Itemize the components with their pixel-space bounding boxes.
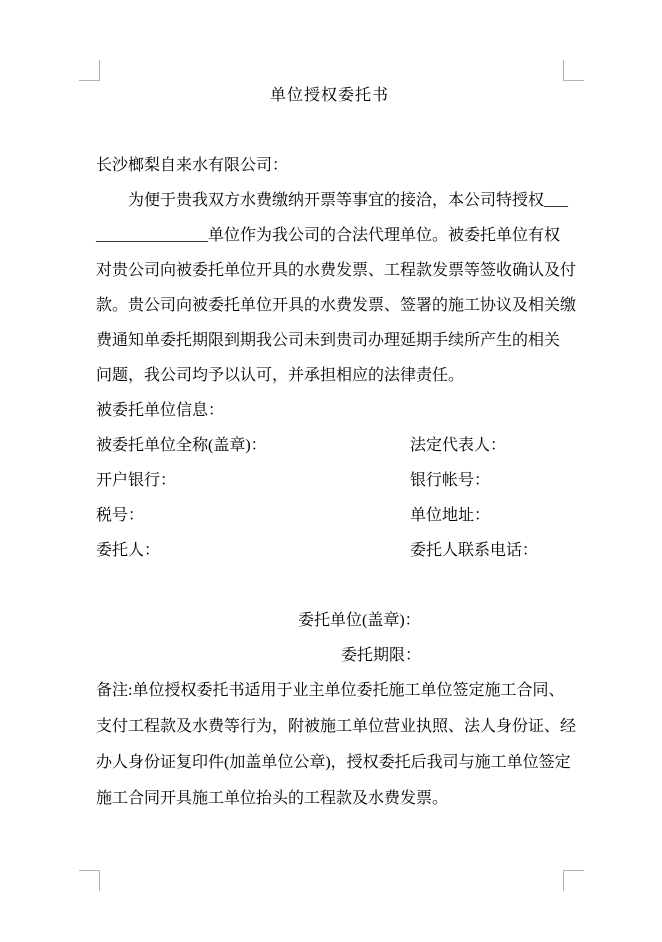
margin-crop-mark-bottom-right bbox=[563, 870, 584, 891]
info-label-left: 委托人： bbox=[96, 542, 161, 559]
body-paragraph bbox=[96, 183, 577, 393]
margin-crop-mark-bottom-left bbox=[79, 870, 100, 891]
info-section-heading: 被委托单位信息： bbox=[96, 402, 225, 419]
margin-crop-mark-top-right bbox=[563, 60, 584, 81]
info-form-row bbox=[96, 428, 563, 463]
note-line: 备注:单位授权委托书适用于业主单位委托施工单位签定施工合同、 bbox=[96, 682, 565, 699]
note-line: 支付工程款及水费等行为，附被施工单位营业执照、法人身份证、经 bbox=[96, 718, 577, 735]
info-label-right: 单位地址： bbox=[410, 507, 491, 524]
notes-paragraph bbox=[96, 673, 577, 817]
info-label-right: 银行帐号： bbox=[410, 472, 491, 489]
info-form-row bbox=[96, 533, 563, 568]
info-form-rows bbox=[96, 428, 563, 568]
signature-period-label: 委托期限： bbox=[341, 647, 422, 664]
signature-unit-seal-label: 委托单位(盖章)： bbox=[298, 612, 421, 629]
document-title: 单位授权委托书 bbox=[269, 87, 389, 104]
paragraph-line: ______________单位作为我公司的合法代理单位。被委托单位有权 bbox=[96, 227, 561, 244]
info-label-right: 委托人联系电话： bbox=[410, 542, 539, 559]
info-label-left: 税号： bbox=[96, 507, 145, 524]
note-line: 施工合同开具施工单位抬头的工程款及水费发票。 bbox=[96, 790, 449, 807]
document-content bbox=[96, 0, 577, 817]
info-form-row bbox=[96, 498, 563, 533]
info-form-row bbox=[96, 463, 563, 498]
salutation-line: 长沙榔梨自来水有限公司： bbox=[96, 157, 289, 174]
info-label-left: 被委托单位全称(盖章)： bbox=[96, 437, 267, 454]
paragraph-line: 款。贵公司向被委托单位开具的水费发票、签署的施工协议及相关缴 bbox=[96, 297, 577, 314]
paragraph-line: 费通知单委托期限到期我公司未到贵司办理延期手续所产生的相关 bbox=[96, 332, 561, 349]
paragraph-line: 问题，我公司均予以认可，并承担相应的法律责任。 bbox=[96, 367, 465, 384]
info-label-right: 法定代表人： bbox=[410, 437, 507, 454]
note-line: 办人身份证复印件(加盖单位公章)，授权委托后我司与施工单位签定 bbox=[96, 754, 571, 771]
paragraph-line: 对贵公司向被委托单位开具的水费发票、工程款发票等签收确认及付 bbox=[96, 262, 577, 279]
info-label-left: 开户银行： bbox=[96, 472, 177, 489]
paragraph-line: 为便于贵我双方水费缴纳开票等事宜的接洽，本公司特授权___ bbox=[128, 192, 569, 209]
